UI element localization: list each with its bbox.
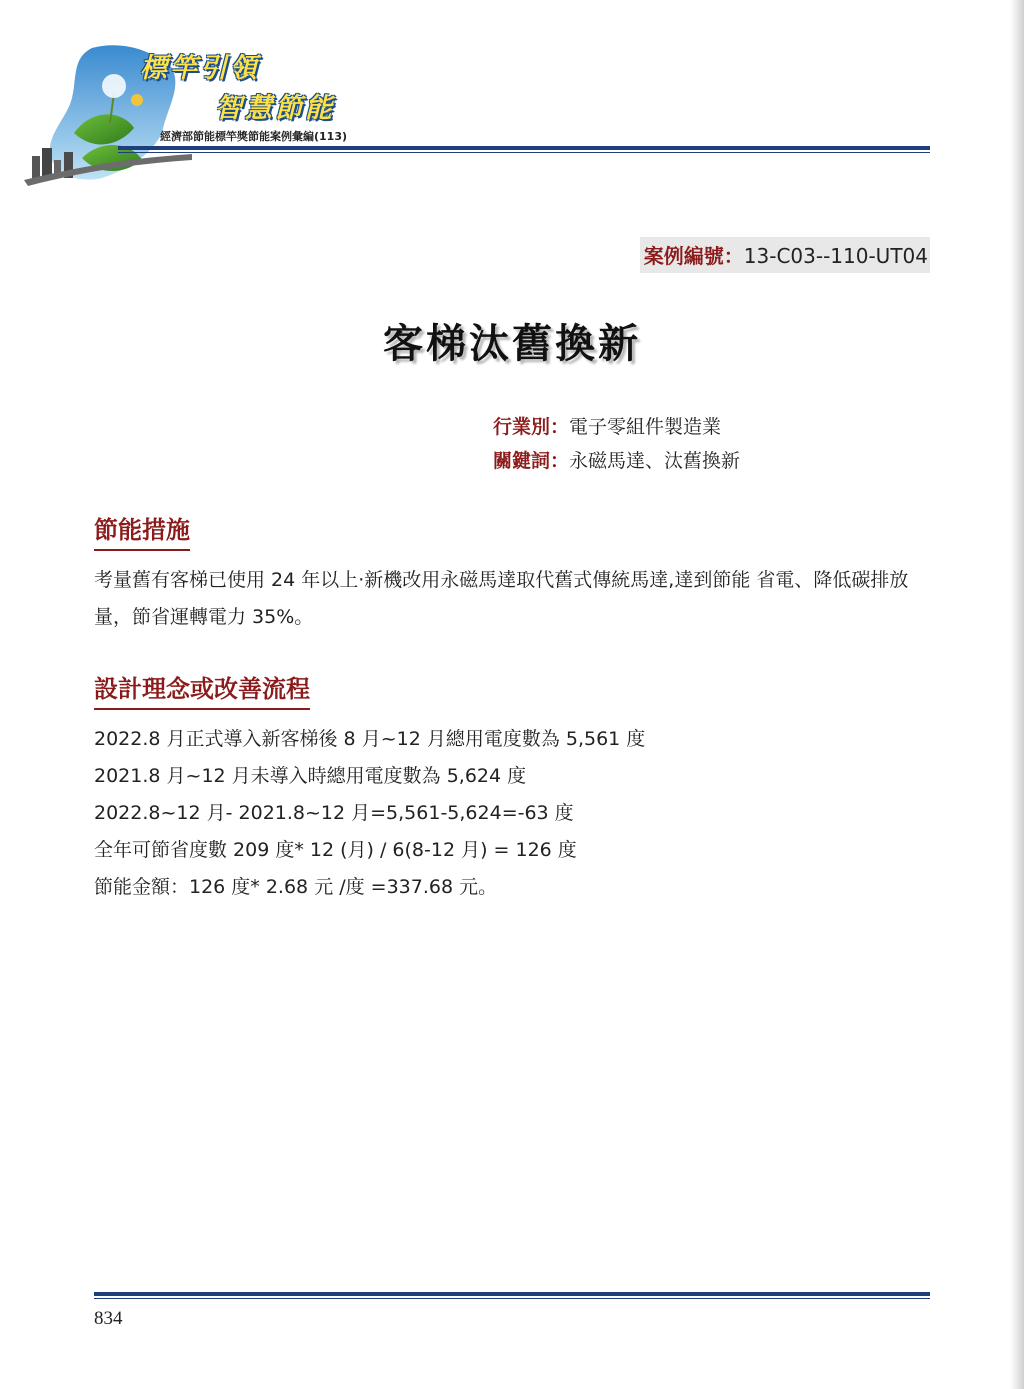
industry-row bbox=[493, 412, 721, 439]
case-number-label: 案例編號： bbox=[643, 244, 744, 268]
logo-slogan-line1: 標竿引領 bbox=[140, 53, 260, 84]
case-number bbox=[640, 237, 930, 273]
industry-value: 電子零組件製造業 bbox=[569, 416, 722, 438]
header-subtitle: 經濟部節能標竿獎節能案例彙編(113) bbox=[160, 130, 348, 143]
page-title: 客梯汰舊換新 bbox=[383, 321, 641, 367]
calc-line: 2022.8 月正式導入新客梯後 8 月~12 月總用電度數為 5,561 度 bbox=[94, 728, 646, 750]
section-heading-design: 設計理念或改善流程 bbox=[94, 669, 310, 710]
keywords-label: 關鍵詞： bbox=[493, 450, 570, 472]
page-edge-shadow bbox=[1010, 0, 1024, 1389]
header-rule bbox=[118, 146, 930, 153]
footer-rule bbox=[94, 1292, 930, 1299]
case-number-value: 13-C03--110-UT04 bbox=[743, 244, 928, 268]
keywords-value: 永磁馬達、汰舊換新 bbox=[569, 450, 741, 472]
section-body-measures: 考量舊有客梯已使用 24 年以上‧新機改用永磁馬達取代舊式傳統馬達,達到節能 省電、降低碳排放量，節省運轉電力 35%。 bbox=[94, 569, 909, 628]
section-heading-measures: 節能措施 bbox=[94, 510, 190, 551]
logo-slogan-line2: 智慧節能 bbox=[215, 93, 335, 124]
calc-line: 2021.8 月~12 月未導入時總用電度數為 5,624 度 bbox=[94, 765, 527, 787]
keywords-row bbox=[493, 446, 740, 473]
calc-line: 節能金額：126 度* 2.68 元 /度 =337.68 元。 bbox=[94, 876, 498, 898]
calc-line: 全年可節省度數 209 度* 12 (月) / 6(8-12 月) = 126 度 bbox=[94, 839, 577, 861]
industry-label: 行業別： bbox=[493, 416, 570, 438]
calc-line: 2022.8~12 月- 2021.8~12 月=5,561-5,624=-63 度 bbox=[94, 802, 574, 824]
page-number: 834 bbox=[94, 1308, 123, 1329]
section-body-design bbox=[94, 721, 645, 906]
